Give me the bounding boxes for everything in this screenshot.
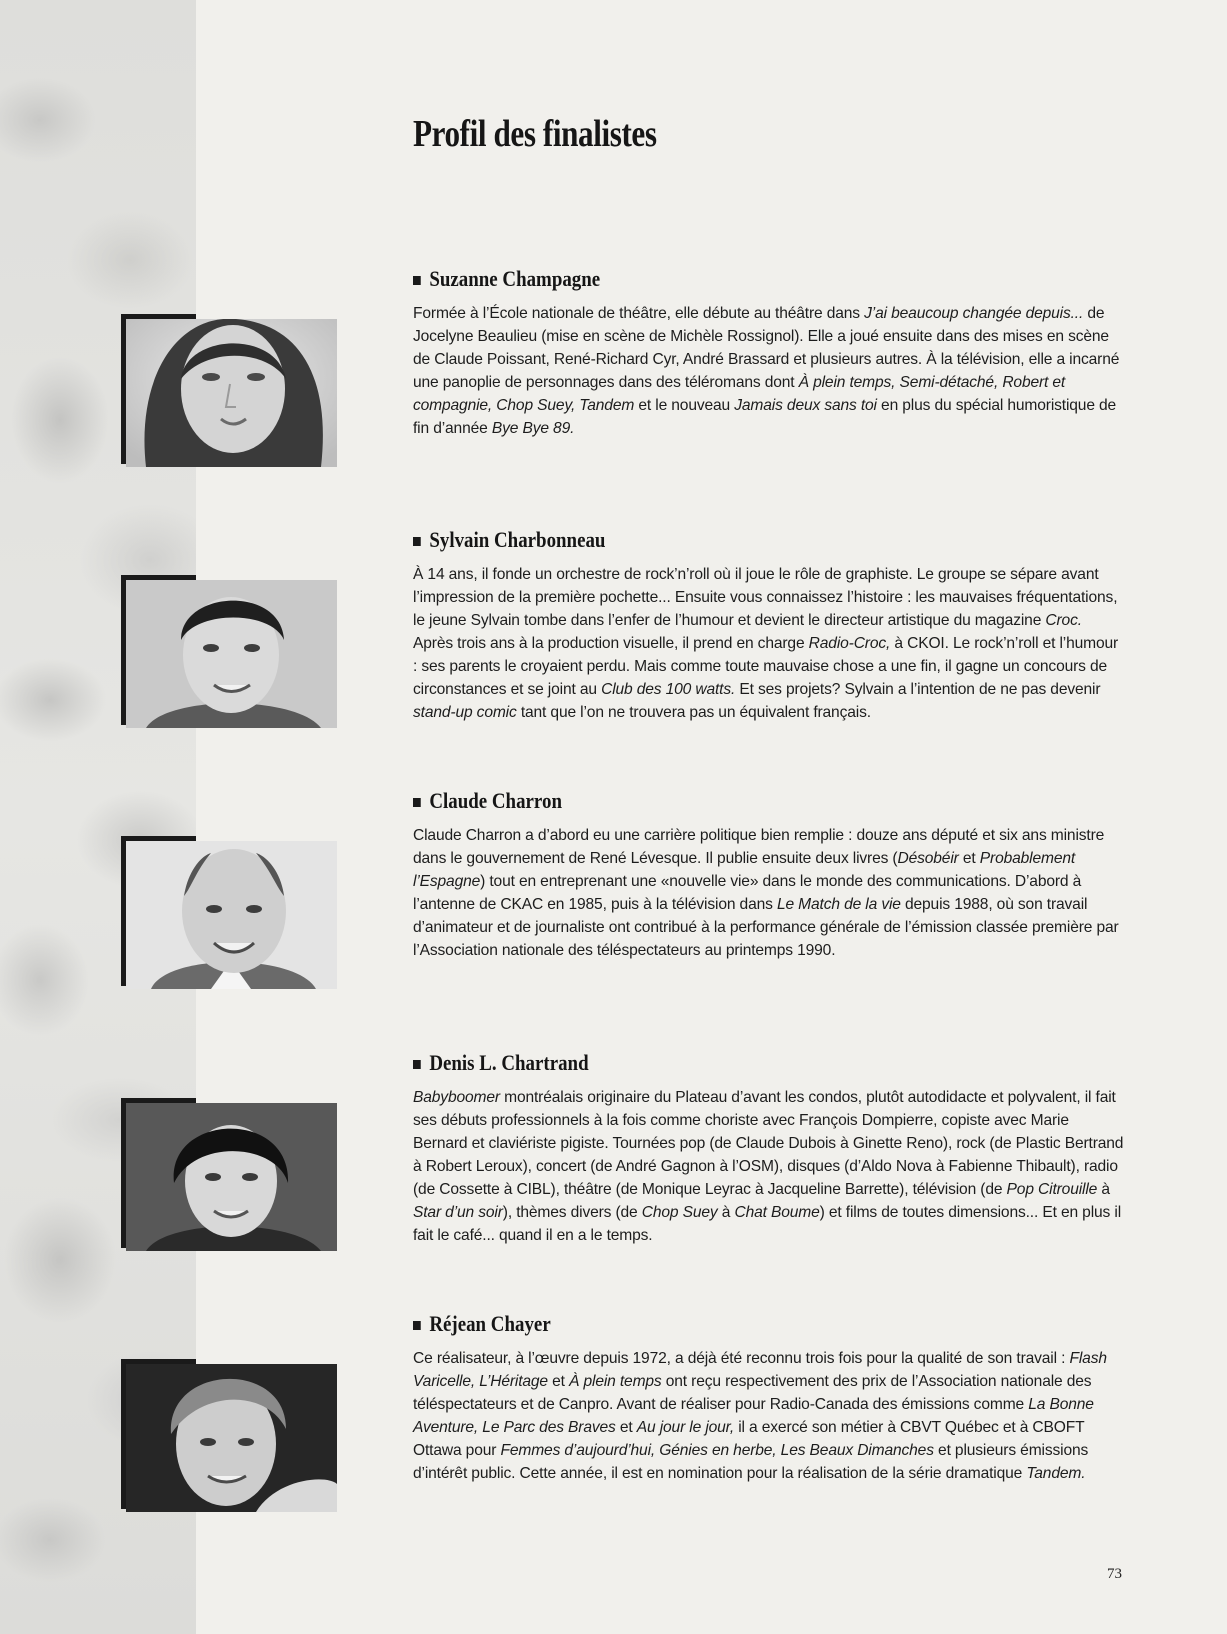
finalist-name-text: Claude Charron: [429, 788, 562, 813]
bio-italic-run: Bye Bye 89.: [491, 420, 575, 437]
page-title: Profil des finalistes: [413, 113, 657, 155]
bio-italic-run: La Bonne Aventure, Le Parc des Braves: [413, 1396, 1094, 1436]
finalist-bio: [413, 824, 1125, 962]
bio-text-run: ) et films de toutes dimensions... Et en plus il fait le café... quand il en a le temps.: [413, 1204, 1122, 1244]
finalist-bio: [413, 302, 1125, 440]
portrait-photo: [126, 319, 337, 467]
bio-text-run: depuis 1988, où son travail d’animateur et de journaliste ont contribué à la performance générale de l’émission classée première par l’Association nationale des téléspectateurs au printemps 1990.: [413, 896, 1119, 959]
bio-italic-run: Jamais deux sans toi: [734, 397, 877, 414]
bio-text-run: ) tout en entreprenant une «nouvelle vie» dans le monde des communications. D’abord à l’antenne de CKAC en 1985, puis à la télévision dans: [413, 873, 1082, 913]
bio-text-run: et: [615, 1419, 637, 1436]
bullet-marker: [413, 537, 421, 546]
bio-italic-run: Femmes d’aujourd’hui, Génies en herbe, Les Beaux Dimanches: [500, 1442, 934, 1459]
bio-italic-run: Radio-Croc,: [808, 635, 891, 652]
bio-italic-run: Chop Suey: [641, 1204, 718, 1221]
finalist-name: [413, 1311, 551, 1337]
bio-text-run: et: [547, 1373, 570, 1390]
bio-italic-run: Tandem.: [1026, 1465, 1086, 1482]
bio-text-run: de Jocelyne Beaulieu (mise en scène de Michèle Rossignol). Elle a joué ensuite dans des mises en scène de Claude Poissant, René-Richard Cyr, André Brassard et plusieurs autres. À la télévision, elle a incarné une panoplie de personnages dans des téléromans dont: [413, 305, 1120, 391]
bio-italic-run: Babyboomer: [413, 1089, 500, 1106]
bio-text-run: à: [1097, 1181, 1110, 1198]
portrait-frame: [121, 836, 337, 989]
bio-text-run: il a exercé son métier à CBVT Québec et à CBOFT Ottawa pour: [413, 1419, 1085, 1459]
portrait-frame: [121, 575, 337, 728]
finalist-bio: [413, 1347, 1125, 1485]
portrait-photo: [126, 580, 337, 728]
bio-italic-run: Club des 100 watts.: [601, 681, 736, 698]
portrait-frame: [121, 1359, 337, 1512]
bio-italic-run: À plein temps, Semi-détaché, Robert et compagnie, Chop Suey, Tandem: [413, 374, 1066, 414]
bio-italic-run: J’ai beaucoup changée depuis...: [864, 305, 1084, 322]
bio-text-run: à CKOI. Le rock’n’roll et l’humour : ses parents le croyaient perdu. Mais comme toute mauvaise chose a une fin, il gagne un concours de circonstances et se joint au: [413, 635, 1119, 698]
bio-italic-run: Flash Varicelle, L’Héritage: [413, 1350, 1107, 1390]
bio-italic-run: Pop Citrouille: [1006, 1181, 1098, 1198]
finalist-name: [413, 527, 605, 553]
bio-italic-run: Désobéir: [897, 850, 959, 867]
finalist-name-text: Suzanne Champagne: [429, 266, 601, 291]
bullet-marker: [413, 798, 421, 807]
finalist-name-text: Réjean Chayer: [429, 1311, 551, 1336]
bio-text-run: en plus du spécial humoristique de fin d’année: [413, 397, 1117, 437]
portrait-photo: [126, 1103, 337, 1251]
bio-text-run: et: [958, 850, 980, 867]
page-number: 73: [1107, 1566, 1122, 1582]
finalist-name: [413, 1050, 589, 1076]
bio-text-run: ), thèmes divers (de: [502, 1204, 642, 1221]
bio-text-run: tant que l’on ne trouvera pas un équivalent français.: [516, 704, 871, 721]
bio-italic-run: stand-up comic: [413, 704, 517, 721]
portrait-photo: [126, 1364, 337, 1512]
finalist-name: [413, 788, 562, 814]
bio-text-run: à: [717, 1204, 735, 1221]
finalist-bio: [413, 563, 1125, 724]
bio-text-run: montréalais originaire du Plateau d’avant les condos, plutôt autodidacte et polyvalent, il fait ses débuts professionnels à la fois comme choriste avec François Dompierre, copiste avec Marie Bernard et claviériste pigiste. Tournées pop (de Claude Dubois à Ginette Reno), rock (de Plastic Bertrand à Robert Leroux), concert (de André Gagnon à l’OSM), disques (d’Aldo Nova à Fabienne Thibault), radio (de Cossette à CIBL), théâtre (de Monique Leyrac à Jacqueline Barrette), télévision (de: [413, 1089, 1124, 1198]
bio-italic-run: Star d’un soir: [413, 1204, 503, 1221]
bio-italic-run: Le Match de la vie: [776, 896, 901, 913]
portrait-photo: [126, 841, 337, 989]
bio-italic-run: Croc.: [1045, 612, 1082, 629]
bio-text-run: et le nouveau: [634, 397, 735, 414]
bio-text-run: Et ses projets? Sylvain a l’intention de ne pas devenir: [735, 681, 1101, 698]
bio-text-run: Après trois ans à la production visuelle, il prend en charge: [413, 635, 809, 652]
bio-text-run: Ce réalisateur, à l’œuvre depuis 1972, a déjà été reconnu trois fois pour la qualité de son travail :: [413, 1350, 1070, 1367]
bullet-marker: [413, 276, 421, 285]
finalist-bio: [413, 1086, 1125, 1247]
bio-italic-run: Probablement l’Espagne: [413, 850, 1076, 890]
bio-text-run: Formée à l’École nationale de théâtre, elle débute au théâtre dans: [413, 305, 865, 322]
bio-italic-run: Chat Boume: [734, 1204, 820, 1221]
bio-text-run: À 14 ans, il fonde un orchestre de rock’n’roll où il joue le rôle de graphiste. Le groupe se sépare avant l’impression de la première pochette... Ensuite vous connaissez l’histoire : les mauvaises fréquentations, le jeune Sylvain tombe dans l’enfer de l’humour et devient le directeur artistique du magazine: [413, 566, 1118, 629]
finalist-name-text: Sylvain Charbonneau: [429, 527, 606, 552]
portrait-frame: [121, 314, 337, 467]
bio-text-run: ont reçu respectivement des prix de l’Association nationale des téléspectateurs et de Canpro. Avant de réaliser pour Radio-Canada des émissions comme: [413, 1373, 1092, 1413]
bio-text-run: Claude Charron a d’abord eu une carrière politique bien remplie : douze ans député et six ans ministre dans le gouvernement de René Lévesque. Il publie ensuite deux livres (: [413, 827, 1105, 867]
bio-text-run: et plusieurs émissions d’intérêt public. Cette année, il est en nomination pour la réalisation de la série dramatique: [413, 1442, 1089, 1482]
portrait-frame: [121, 1098, 337, 1251]
bio-italic-run: À plein temps: [569, 1373, 662, 1390]
bullet-marker: [413, 1321, 421, 1330]
finalist-name: [413, 266, 600, 292]
bullet-marker: [413, 1060, 421, 1069]
bio-italic-run: Au jour le jour,: [636, 1419, 735, 1436]
finalist-name-text: Denis L. Chartrand: [429, 1050, 589, 1075]
